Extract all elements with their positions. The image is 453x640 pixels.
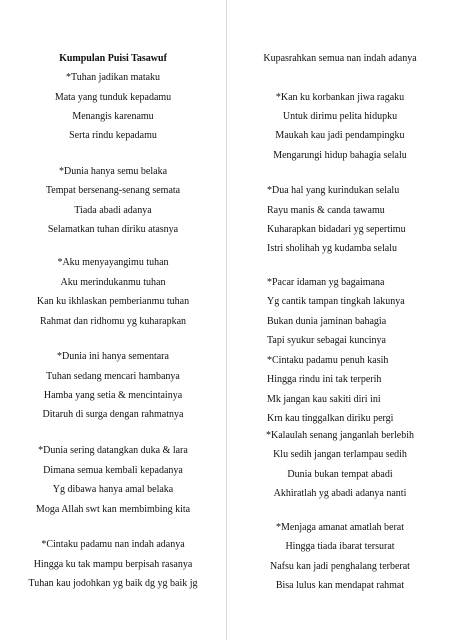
poem-line: Mata yang tunduk kepadamu bbox=[54, 92, 172, 103]
poem-line: Klu sedih jangan terlampau sedih bbox=[273, 449, 407, 460]
poem-line: *Pacar idaman yg bagaimana bbox=[267, 277, 385, 288]
poem-line: *Dua hal yang kurindukan selalu bbox=[267, 185, 400, 196]
poem-line: Aku merindukanmu tuhan bbox=[60, 277, 166, 288]
poem-line: Moga Allah swt kan membimbing kita bbox=[35, 504, 191, 515]
document-title: Kumpulan Puisi Tasawuf bbox=[59, 53, 167, 64]
poem-line: Akhiratlah yg abadi adanya nanti bbox=[273, 488, 407, 499]
poem-line: Istri sholihah yg kudamba selalu bbox=[267, 243, 397, 254]
poem-line: Hingga tiada ibarat tersurat bbox=[285, 541, 395, 552]
right-column bbox=[227, 0, 453, 640]
poem-line: Rayu manis & canda tawamu bbox=[267, 205, 385, 216]
poem-line: *Cintaku padamu penuh kasih bbox=[267, 355, 389, 366]
poem-line: Tempat bersenang-senang semata bbox=[45, 185, 181, 196]
poem-line: Mk jangan kau sakiti diri ini bbox=[267, 394, 381, 405]
poem-line: Tapi syukur sebagai kuncinya bbox=[267, 335, 386, 346]
poem-line: Untuk dirimu pelita hidupku bbox=[282, 111, 398, 122]
poem-line: Menangis karenamu bbox=[72, 111, 154, 122]
poem-line: Yg cantik tampan tingkah lakunya bbox=[267, 296, 405, 307]
left-column bbox=[0, 0, 226, 640]
poem-line: Serta rindu kepadamu bbox=[69, 130, 157, 141]
poem-line: Hamba yang setia & mencintainya bbox=[43, 390, 183, 401]
poem-line: Tuhan sedang mencari hambanya bbox=[46, 371, 180, 382]
poem-line: Ditaruh di surga dengan rahmatnya bbox=[42, 409, 184, 420]
poem-line: Tiada abadi adanya bbox=[74, 205, 152, 216]
poem-line: Rahmat dan ridhomu yg kuharapkan bbox=[39, 316, 187, 327]
poem-line: Mengarungi hidup bahagia selalu bbox=[273, 150, 407, 161]
poem-line: Bisa lulus kan mendapat rahmat bbox=[275, 580, 405, 591]
poem-line: *Tuhan jadikan mataku bbox=[65, 72, 161, 83]
poem-line: *Dunia sering datangkan duka & lara bbox=[38, 445, 188, 456]
poem-line: Tuhan kau jodohkan yg baik dg yg baik jg bbox=[28, 578, 198, 589]
poem-line: *Aku menyayangimu tuhan bbox=[57, 257, 169, 268]
poem-line: Krn kau tinggalkan diriku pergi bbox=[267, 413, 394, 424]
poem-line: *Dunia hanya semu belaka bbox=[58, 166, 168, 177]
poem-line: Kupasrahkan semua nan indah adanya bbox=[263, 53, 417, 64]
poem-line: *Menjaga amanat amatlah berat bbox=[276, 522, 404, 533]
poem-line: *Cintaku padamu nan indah adanya bbox=[41, 539, 185, 550]
poem-line: *Kan ku korbankan jiwa ragaku bbox=[275, 92, 405, 103]
poem-line: Yg dibawa hanya amal belaka bbox=[52, 484, 174, 495]
poem-line: *Kalaulah senang janganlah berlebih bbox=[266, 430, 414, 441]
poem-line: Nafsu kan jadi penghalang terberat bbox=[270, 561, 410, 572]
poem-line: Kuharapkan bidadari yg sepertimu bbox=[267, 224, 406, 235]
poem-line: Maukah kau jadi pendampingku bbox=[275, 130, 405, 141]
poem-line: Dimana semua kembali kepadanya bbox=[43, 465, 183, 476]
poem-line: Hingga ku tak mampu berpisah rasanya bbox=[33, 559, 193, 570]
poem-line: Dunia bukan tempat abadi bbox=[287, 469, 393, 480]
poem-line: *Dunia ini hanya sementara bbox=[57, 351, 169, 362]
poem-line: Selamatkan tuhan diriku atasnya bbox=[47, 224, 179, 235]
poem-line: Bukan dunia jaminan bahagia bbox=[267, 316, 387, 327]
poem-line: Hingga rindu ini tak terperih bbox=[267, 374, 382, 385]
poem-line: Kan ku ikhlaskan pemberianmu tuhan bbox=[36, 296, 190, 307]
